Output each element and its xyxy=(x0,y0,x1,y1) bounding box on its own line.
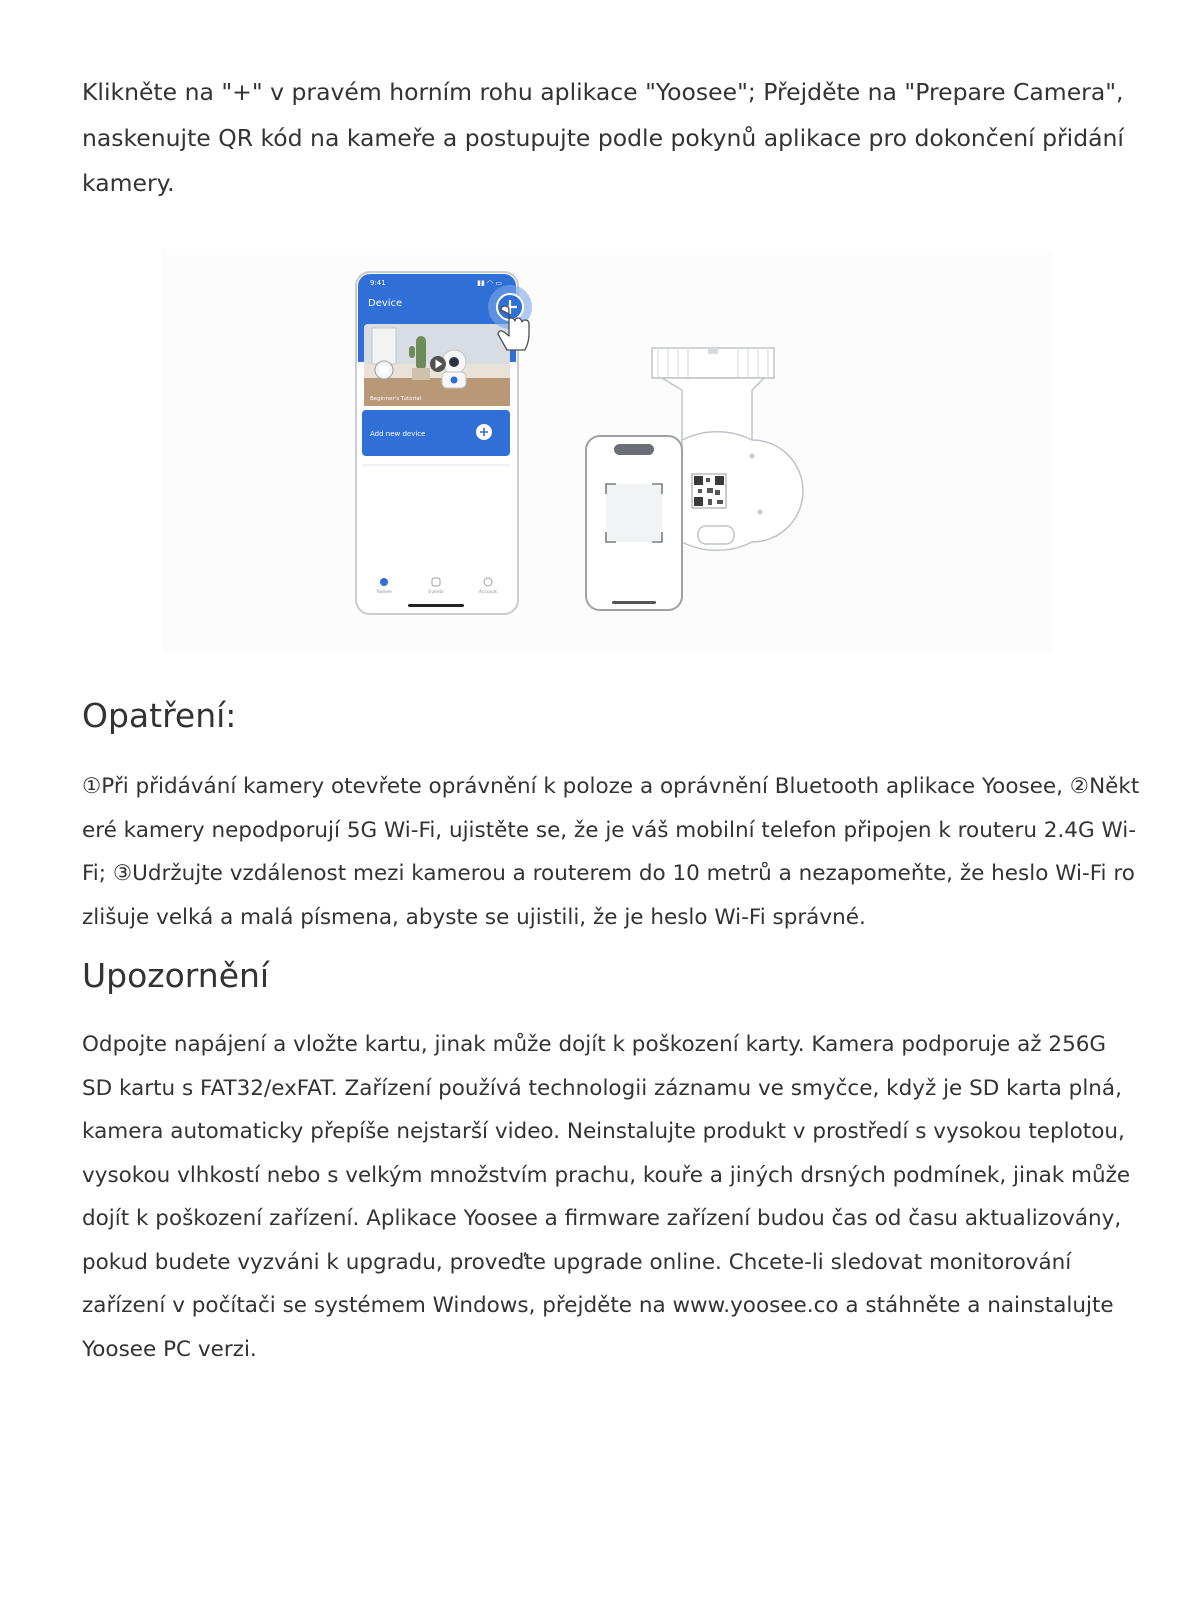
camera-qr-illustration xyxy=(586,348,803,610)
svg-text:▮▮ ◠ ▭: ▮▮ ◠ ▭ xyxy=(477,279,502,287)
qr-code-icon xyxy=(692,474,726,508)
warning-heading: Upozornění xyxy=(82,956,270,995)
app-title: Device xyxy=(368,298,403,309)
add-new-device-card[interactable] xyxy=(362,410,510,456)
tab-events: Events xyxy=(428,590,444,595)
tab-yoosee: Yoosee xyxy=(376,590,392,595)
intro-paragraph: Klikněte na "+" v pravém horním rohu aplikace "Yoosee"; Přejděte na "Prepare Camera", naskenujte QR kód na kameře a postupujte podle pokynů aplikace pro dokončení přidání kamery. xyxy=(82,78,1124,197)
scanning-phone xyxy=(586,436,682,610)
tab-account: Account xyxy=(478,590,498,595)
add-device-label: Add new device xyxy=(370,430,426,438)
instruction-illustration xyxy=(162,250,1052,652)
tutorial-label: Beginner's Tutorial xyxy=(370,396,422,402)
precautions-paragraph: ①Při přidávání kamery otevřete oprávnění k poloze a oprávnění Bluetooth aplikace Yoosee, ②Některé kamery nepodporují 5G Wi-Fi, ujistěte se, že je váš mobilní telefon připojen k routeru 2.4G Wi-Fi; ③Udržujte vzdálenost mezi kamerou a routerem do 10 metrů a nezapomeňte, že heslo Wi-Fi rozlišuje velká a malá písmena, abyste se ujistili, že je heslo Wi-Fi správné. xyxy=(82,774,1140,930)
precautions-heading: Opatření: xyxy=(82,696,237,735)
home-tab-icon[interactable] xyxy=(380,578,388,586)
status-time: 9:41 xyxy=(370,279,386,287)
tutorial-card xyxy=(364,324,510,406)
app-phone-mockup xyxy=(356,272,532,614)
warning-paragraph: Odpojte napájení a vložte kartu, jinak může dojít k poškození karty. Kamera podporuje až 256G SD kartu s FAT32/exFAT. Zařízení používá technologii záznamu ve smyčce, když je SD karta plná, kamera automaticky přepíše nejstarší video. Neinstalujte produkt v prostředí s vysokou teplotou, vysokou vlhkostí nebo s velkým množstvím prachu, kouře a jiných drsných podmínek, jinak může dojít k poškození zařízení. Aplikace Yoosee a firmware zařízení budou čas od času aktualizovány, pokud budete vyzváni k upgradu, proveďte upgrade online. Chcete-li sledovat monitorování zařízení v počítači se systémem Windows, přejděte na www.yoosee.co a stáhněte a nainstalujte Yoosee PC verzi. xyxy=(82,1032,1131,1362)
